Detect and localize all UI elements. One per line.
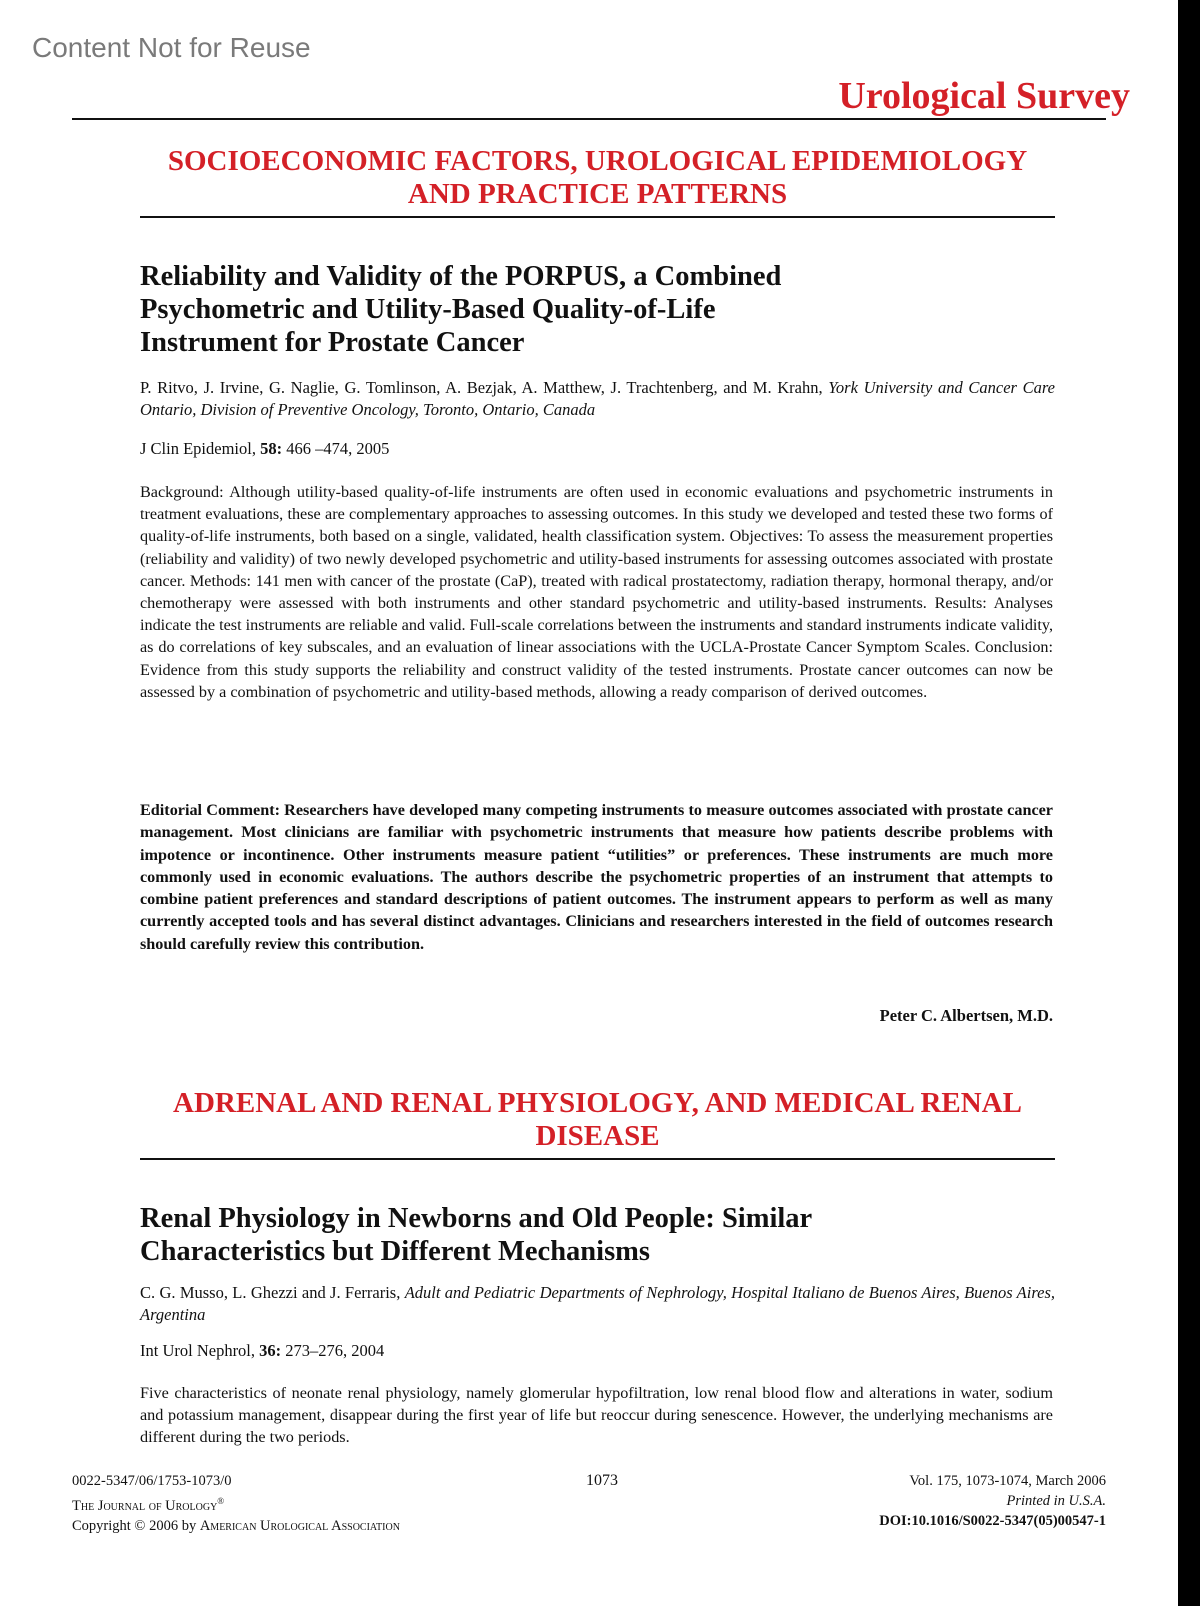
article-citation [140,1340,1055,1362]
editorial-signature: Peter C. Albertsen, M.D. [879,1006,1053,1025]
section-heading: SOCIOECONOMIC FACTORS, UROLOGICAL EPIDEMIOLOGY AND PRACTICE PATTERNS [167,145,1028,210]
section-heading: ADRENAL AND RENAL PHYSIOLOGY, AND MEDICAL RENAL DISEASE [173,1087,1022,1152]
footer-printed: Printed in U.S.A. [1006,1493,1106,1509]
article-title: Renal Physiology in Newborns and Old People: Similar Characteristics but Different Mechanisms [140,1203,812,1267]
citation-pages: 466 –474, 2005 [286,439,390,458]
section-rule [140,1158,1055,1160]
citation-journal: J Clin Epidemiol, [140,439,256,458]
citation-pages: 273–276, 2004 [285,1341,385,1360]
article-citation [140,438,1055,460]
citation-volume: 36: [259,1341,282,1360]
author-list: C. G. Musso, L. Ghezzi and J. Ferraris, [140,1283,401,1302]
footer-volume-info: Vol. 175, 1073-1074, March 2006 [909,1473,1106,1489]
author-list: P. Ritvo, J. Irvine, G. Naglie, G. Tomlinson, A. Bezjak, A. Matthew, J. Trachtenberg, and M. Krahn, [140,378,823,397]
footer-right [879,1471,1106,1531]
footer-doi: DOI:10.1016/S0022-5347(05)00547-1 [879,1513,1106,1529]
registered-mark: ® [217,1496,225,1506]
article-authors [140,1282,1055,1326]
editorial-comment: Editorial Comment: Researchers have developed many competing instruments to measure outcomes associated with prostate cancer management. Most clinicians are familiar with psychometric instruments that measure how patients describe problems with impotence or incontinence. Other instruments measure patient “utilities” or preferences. These instruments are much more commonly used in economic evaluations. The authors describe the psychometric properties of an instrument that attempts to combine patient preferences and standard descriptions of patient outcomes. The instrument appears to perform as well as many currently accepted tools and has several distinct advantages. Clinicians and researchers interested in the field of outcomes research should carefully review this contribution. [140,801,1053,953]
citation-volume: 58: [260,439,283,458]
article-abstract: Five characteristics of neonate renal physiology, namely glomerular hypofiltration, low renal blood flow and alterations in water, sodium and potassium management, disappear during the first year of life but reoccur during senescence. However, the underlying mechanisms are different during the two periods. [140,1384,1053,1447]
copyright-prefix: Copyright © 2006 by [72,1517,197,1534]
survey-title: Urological Survey [838,75,1130,117]
article-authors [140,377,1055,421]
copyright-org: American Urological Association [199,1517,400,1534]
page-number: 1073 [586,1472,618,1489]
footer-journal-line [72,1491,400,1516]
page-edge-strip [1178,0,1200,1606]
footer-left [72,1471,400,1536]
author-affiliation: York University and Cancer Care Ontario, Division of Preventive Oncology, Toronto, Ontario, Canada [140,378,1056,419]
author-affiliation: Adult and Pediatric Departments of Nephrology, Hospital Italiano de Buenos Aires, Buenos Aires, Argentina [140,1283,1056,1324]
footer-copyright [72,1516,400,1536]
footer-code: 0022-5347/06/1753-1073/0 [72,1473,232,1489]
footer-journal: The Journal of Urology [72,1497,218,1514]
section-rule [140,216,1055,218]
article-abstract: Background: Although utility-based quality-of-life instruments are often used in economic evaluations and psychometric instruments in treatment evaluations, these are complementary approaches to assessing outcomes. In this study we developed and tested these two forms of quality-of-life instruments, both based on a single, validated, health classification system. Objectives: To assess the measurement properties (reliability and validity) of two newly developed psychometric and utility-based instruments for assessing outcomes associated with prostate cancer. Methods: 141 men with cancer of the prostate (CaP), treated with radical prostatectomy, radiation therapy, hormonal therapy, and/or chemotherapy were assessed with both instruments and other standard psychometric and utility-based instruments. Results: Analyses indicate the test instruments are reliable and valid. Full-scale correlations between the instruments and standard instruments indicate validity, as do correlations of key subscales, and an evaluation of linear associations with the UCLA-Prostate Cancer Symptom Scales. Conclusion: Evidence from this study supports the reliability and construct validity of the tested instruments. Prostate cancer outcomes can now be assessed by a combination of psychometric and utility-based methods, allowing a ready comparison of derived outcomes. [140,483,1053,701]
watermark: Content Not for Reuse [32,32,311,63]
citation-journal: Int Urol Nephrol, [140,1341,256,1360]
article-title: Reliability and Validity of the PORPUS, a Combined Psychometric and Utility-Based Quality-of-Life Instrument for Prostate Cancer [140,261,782,358]
header-rule [72,118,1106,120]
